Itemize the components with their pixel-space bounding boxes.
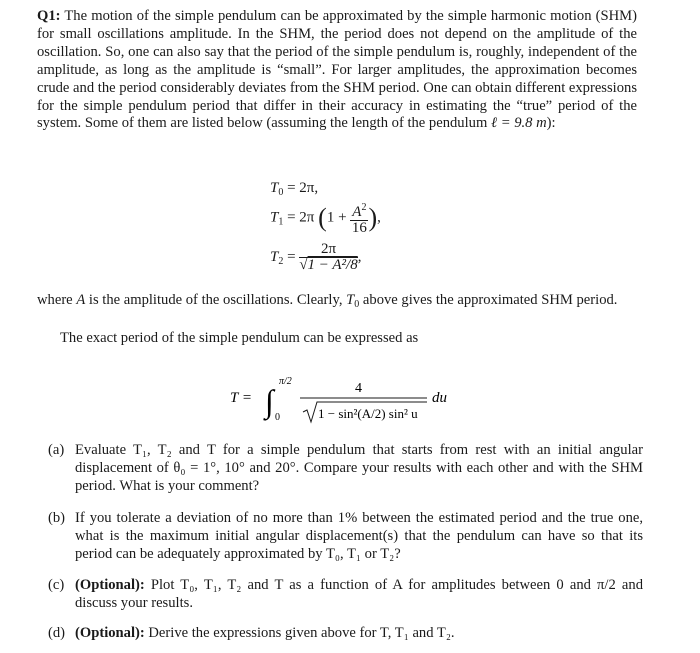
- integral-denominator: 1 − sin²(A/2) sin² u: [318, 406, 418, 421]
- part-b-text: If you tolerate a deviation of no more than 1% between the estimated period and the true one, what is the maximum initial angular displacement(s) that the pendulum can have so that its period can be adequately approximated by T₀, T₁ or T₂?: [75, 510, 643, 562]
- right-paren: ): [368, 203, 378, 232]
- integral-lhs: T =: [230, 390, 252, 406]
- part-d-text: Derive the expressions given above for T, T₁ and T₂.: [148, 625, 455, 641]
- question-label: Q1:: [37, 8, 61, 24]
- equation-t1: $T_1 = 2\pi$ (1 + $\frac{A^2}{16}$ ),: [270, 202, 381, 236]
- t2-fraction: $\frac{2\pi}{\text{√1 − A²/8}}$: [299, 241, 358, 273]
- question-intro: [37, 8, 637, 133]
- part-d: (d) (Optional): Derive the expressions given above for T, T₁ and T₂.: [48, 625, 455, 641]
- sqrt-sign: √: [299, 257, 308, 273]
- equation-t0: $T_0 = 2\pi$,: [270, 180, 319, 198]
- integral-upper-limit: π/2: [279, 376, 292, 387]
- part-a: (a) Evaluate T₁, T₂ and T for a simple pendulum that starts from rest with an initial angular displacement of θ₀ = 1°, 10° and 20°. Compare your results with each other and with the SHM period. What is your comment?: [48, 442, 643, 494]
- intro-text: The motion of the simple pendulum can be approximated by the simple harmonic motion (SHM) for small oscillations amplitude. In the SHM, the period does not depend on the amplitude of the oscillation. So, one can also say that the period of the simple pendulum is, roughly, independent of the amplitude, as long as the amplitude is “small”. For larger amplitudes, the approximation becomes crude and the period considerably deviates from the SHM period. One can obtain different expressions for the simple pendulum period that differ in their accuracy in estimating the “true” period of the system. Some of them are listed below (assuming the length of the pendulum: [37, 8, 637, 132]
- part-a-text: Evaluate T₁, T₂ and T for a simple pendulum that starts from rest with an initial angular displacement of θ₀ = 1°, 10° and 20°. Compare your results with each other and with the SHM period. What is your comment?: [75, 442, 643, 494]
- part-d-optional: (Optional):: [75, 625, 145, 641]
- integral-numerator: 4: [355, 381, 362, 396]
- amplitude-paragraph: where A is the amplitude of the oscillations. Clearly, $T_0$ above gives the approximated SHM period.: [37, 292, 618, 310]
- exact-period-text: The exact period of the simple pendulum can be expressed as: [60, 330, 419, 346]
- period-equations: [270, 180, 470, 280]
- part-c-text: Plot T₀, T₁, T₂ and T as a function of A for amplitudes between 0 and π/2 and discuss your results.: [75, 577, 643, 611]
- integral-sign: ∫: [265, 383, 274, 419]
- integral-lower-limit: 0: [275, 412, 280, 423]
- equation-t2: $T_2$ = $\frac{2\pi}{\text{√1 − A²/8}}$ ,: [270, 241, 362, 273]
- integral-differential: du: [432, 390, 447, 406]
- exact-period-integral: [225, 372, 465, 432]
- length-expression: ℓ = 9.8 m: [490, 115, 547, 132]
- part-c: (c) (Optional): Plot T₀, T₁, T₂ and T as a function of A for amplitudes between 0 and π/2 and discuss your results.: [48, 577, 643, 611]
- left-paren: (: [318, 203, 327, 232]
- intro-end: ):: [546, 115, 556, 132]
- part-c-optional: (Optional):: [75, 577, 145, 593]
- t1-fraction: $\frac{A^2}{16}$: [351, 202, 367, 236]
- part-b: (b) If you tolerate a deviation of no more than 1% between the estimated period and the true one, what is the maximum initial angular displacement(s) that the pendulum can have so that its period can be adequately approximated by T₀, T₁ or T₂?: [48, 510, 643, 562]
